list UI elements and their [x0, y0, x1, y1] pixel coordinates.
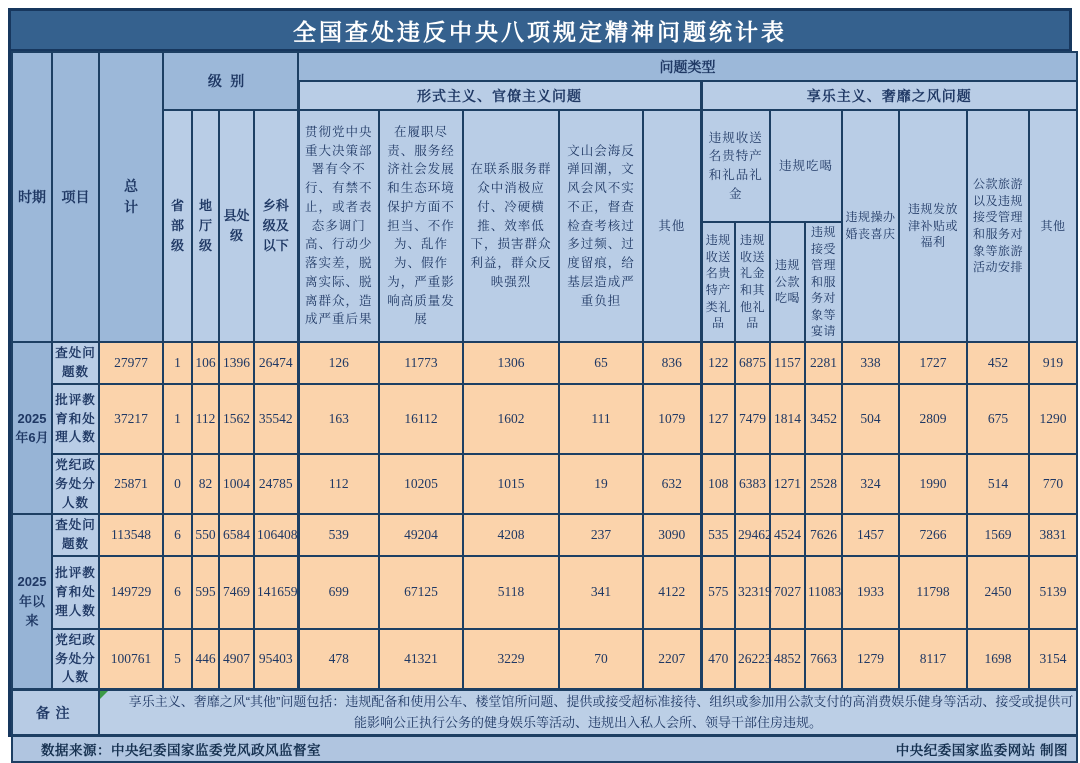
value-cell: 478 [298, 629, 379, 690]
header-gifts-cash: 违规收送礼金和其他礼品 [735, 222, 770, 342]
remark-text: 享乐主义、奢靡之风“其他”问题包括：违规配备和使用公车、楼堂馆所问题、提供或接受超标准接待、组织或参加用公款支付的高消费娱乐健身等活动、接受或提供可能影响公正执行公务的健身娱乐等活动、违规出入私人会所、领导干部住房违规。 [128, 694, 1074, 730]
value-cell: 6 [163, 514, 192, 556]
header-formalism-group: 形式主义、官僚主义问题 [298, 81, 701, 110]
statistics-table [11, 51, 1078, 763]
value-cell: 4852 [770, 629, 805, 690]
header-dining-public-funds: 违规公款吃喝 [770, 222, 805, 342]
value-cell: 514 [967, 454, 1029, 514]
item-label: 批评教育和处理人数 [52, 384, 99, 454]
value-cell: 6 [163, 556, 192, 629]
value-cell: 106408 [254, 514, 298, 556]
value-cell: 3452 [805, 384, 842, 454]
header-level-group: 级别 [163, 52, 298, 110]
value-cell: 6383 [735, 454, 770, 514]
value-cell: 550 [192, 514, 219, 556]
value-cell: 70 [559, 629, 643, 690]
value-cell: 2809 [899, 384, 967, 454]
value-cell: 4907 [219, 629, 254, 690]
value-cell: 1 [163, 384, 192, 454]
value-cell: 699 [298, 556, 379, 629]
header-level-township: 乡科级及以下 [254, 110, 298, 342]
table-header [12, 52, 1077, 342]
value-cell: 1698 [967, 629, 1029, 690]
value-cell: 632 [643, 454, 701, 514]
table-body [12, 342, 1077, 690]
header-dining-group: 违规吃喝 [770, 110, 842, 222]
value-cell: 7266 [899, 514, 967, 556]
value-cell: 8117 [899, 629, 967, 690]
value-cell: 122 [701, 342, 735, 384]
value-cell: 67125 [379, 556, 463, 629]
table-row [12, 342, 1077, 384]
header-item: 项目 [52, 52, 99, 342]
value-cell: 4524 [770, 514, 805, 556]
table-row [12, 514, 1077, 556]
value-cell: 16112 [379, 384, 463, 454]
value-cell: 539 [298, 514, 379, 556]
value-cell: 6875 [735, 342, 770, 384]
value-cell: 0 [163, 454, 192, 514]
table-notes [12, 690, 1077, 762]
value-cell: 770 [1029, 454, 1077, 514]
value-cell: 341 [559, 556, 643, 629]
value-cell: 1279 [842, 629, 899, 690]
value-cell: 1290 [1029, 384, 1077, 454]
value-cell: 7479 [735, 384, 770, 454]
value-cell: 1396 [219, 342, 254, 384]
header-allowances: 违规发放津补贴或福利 [899, 110, 967, 342]
footer-bar [12, 736, 1077, 762]
value-cell: 11773 [379, 342, 463, 384]
value-cell: 1015 [463, 454, 559, 514]
value-cell: 452 [967, 342, 1029, 384]
value-cell: 237 [559, 514, 643, 556]
value-cell: 111 [559, 384, 643, 454]
value-cell: 113548 [99, 514, 163, 556]
value-cell: 2528 [805, 454, 842, 514]
value-cell: 24785 [254, 454, 298, 514]
value-cell: 11798 [899, 556, 967, 629]
period-cell [12, 514, 52, 689]
credit-label: 中央纪委国家监委网站 制图 [895, 742, 1069, 758]
value-cell: 836 [643, 342, 701, 384]
item-label: 查处问题数 [52, 514, 99, 556]
value-cell: 2207 [643, 629, 701, 690]
data-source-label: 数据来源：中央纪委国家监委党风政风监督室 [41, 742, 321, 758]
remark-label: 备注 [12, 690, 99, 736]
value-cell: 7027 [770, 556, 805, 629]
value-cell: 324 [842, 454, 899, 514]
value-cell: 7469 [219, 556, 254, 629]
header-dining-banquets: 违规接受管理和服务对象等宴请 [805, 222, 842, 342]
value-cell: 4208 [463, 514, 559, 556]
value-cell: 1727 [899, 342, 967, 384]
value-cell: 149729 [99, 556, 163, 629]
header-hedonism-group: 享乐主义、奢靡之风问题 [701, 81, 1077, 110]
header-formalism-col-other: 其他 [643, 110, 701, 342]
value-cell: 1933 [842, 556, 899, 629]
item-label: 查处问题数 [52, 342, 99, 384]
value-cell: 595 [192, 556, 219, 629]
header-formalism-col-2: 在履职尽责、服务经济社会发展和生态环境保护方面不担当、不作为、乱作为、假作为，严重影响高质量发展 [379, 110, 463, 342]
header-problem-type: 问题类型 [298, 52, 1077, 81]
value-cell: 82 [192, 454, 219, 514]
value-cell: 26474 [254, 342, 298, 384]
value-cell: 11083 [805, 556, 842, 629]
table-row [12, 556, 1077, 629]
value-cell: 1271 [770, 454, 805, 514]
value-cell: 1457 [842, 514, 899, 556]
value-cell: 49204 [379, 514, 463, 556]
value-cell: 26223 [735, 629, 770, 690]
value-cell: 112 [192, 384, 219, 454]
header-total-label: 总计 [124, 178, 138, 215]
value-cell: 919 [1029, 342, 1077, 384]
table-row [12, 454, 1077, 514]
value-cell: 338 [842, 342, 899, 384]
header-level-prefecture: 地厅级 [192, 110, 219, 342]
value-cell: 7626 [805, 514, 842, 556]
value-cell: 112 [298, 454, 379, 514]
header-gifts-specialty: 违规收送名贵特产类礼品 [701, 222, 735, 342]
value-cell: 3229 [463, 629, 559, 690]
header-total [99, 52, 163, 342]
value-cell: 10205 [379, 454, 463, 514]
value-cell: 100761 [99, 629, 163, 690]
value-cell: 575 [701, 556, 735, 629]
value-cell: 5 [163, 629, 192, 690]
value-cell: 1602 [463, 384, 559, 454]
header-public-travel: 公款旅游以及违规接受管理和服务对象等旅游活动安排 [967, 110, 1029, 342]
value-cell: 35542 [254, 384, 298, 454]
value-cell: 2450 [967, 556, 1029, 629]
value-cell: 29462 [735, 514, 770, 556]
value-cell: 3154 [1029, 629, 1077, 690]
item-label: 党纪政务处分人数 [52, 629, 99, 690]
remark-content [99, 690, 1077, 736]
value-cell: 1157 [770, 342, 805, 384]
value-cell: 1 [163, 342, 192, 384]
period-label: 2025年6月 [15, 410, 49, 446]
value-cell: 504 [842, 384, 899, 454]
item-label: 党纪政务处分人数 [52, 454, 99, 514]
table-frame [8, 8, 1074, 758]
value-cell: 3831 [1029, 514, 1077, 556]
remark-row [12, 690, 1077, 736]
header-period: 时期 [12, 52, 52, 342]
value-cell: 5139 [1029, 556, 1077, 629]
header-level-province: 省部级 [163, 110, 192, 342]
period-cell [12, 342, 52, 514]
value-cell: 27977 [99, 342, 163, 384]
value-cell: 19 [559, 454, 643, 514]
value-cell: 163 [298, 384, 379, 454]
value-cell: 127 [701, 384, 735, 454]
value-cell: 7663 [805, 629, 842, 690]
value-cell: 1079 [643, 384, 701, 454]
value-cell: 675 [967, 384, 1029, 454]
item-label: 批评教育和处理人数 [52, 556, 99, 629]
header-level-county: 县处级 [219, 110, 254, 342]
value-cell: 470 [701, 629, 735, 690]
value-cell: 6584 [219, 514, 254, 556]
table-title: 全国查处违反中央八项规定精神问题统计表 [11, 11, 1069, 51]
cell-comment-marker-icon [100, 691, 108, 699]
period-label: 2025年以来 [17, 574, 47, 629]
value-cell: 446 [192, 629, 219, 690]
header-formalism-col-3: 在联系服务群众中消极应付、冷硬横推、效率低下，损害群众利益，群众反映强烈 [463, 110, 559, 342]
value-cell: 1306 [463, 342, 559, 384]
value-cell: 32319 [735, 556, 770, 629]
value-cell: 2281 [805, 342, 842, 384]
value-cell: 1990 [899, 454, 967, 514]
value-cell: 5118 [463, 556, 559, 629]
header-formalism-col-4: 文山会海反弹回潮，文风会风不实不正，督查检查考核过多过频、过度留痕，给基层造成严重负担 [559, 110, 643, 342]
value-cell: 126 [298, 342, 379, 384]
value-cell: 1562 [219, 384, 254, 454]
header-gifts-group: 违规收送名贵特产和礼品礼金 [701, 110, 770, 222]
table-row [12, 384, 1077, 454]
footer-row [12, 736, 1077, 762]
header-weddings-funerals: 违规操办婚丧喜庆 [842, 110, 899, 342]
value-cell: 95403 [254, 629, 298, 690]
value-cell: 108 [701, 454, 735, 514]
table-row [12, 629, 1077, 690]
value-cell: 141659 [254, 556, 298, 629]
header-hedonism-other: 其他 [1029, 110, 1077, 342]
value-cell: 1004 [219, 454, 254, 514]
value-cell: 1814 [770, 384, 805, 454]
value-cell: 106 [192, 342, 219, 384]
value-cell: 65 [559, 342, 643, 384]
value-cell: 3090 [643, 514, 701, 556]
value-cell: 41321 [379, 629, 463, 690]
value-cell: 535 [701, 514, 735, 556]
value-cell: 4122 [643, 556, 701, 629]
value-cell: 1569 [967, 514, 1029, 556]
value-cell: 37217 [99, 384, 163, 454]
value-cell: 25871 [99, 454, 163, 514]
header-formalism-col-1: 贯彻党中央重大决策部署有令不行、有禁不止，或者表态多调门高、行动少落实差，脱离实际、脱离群众，造成严重后果 [298, 110, 379, 342]
